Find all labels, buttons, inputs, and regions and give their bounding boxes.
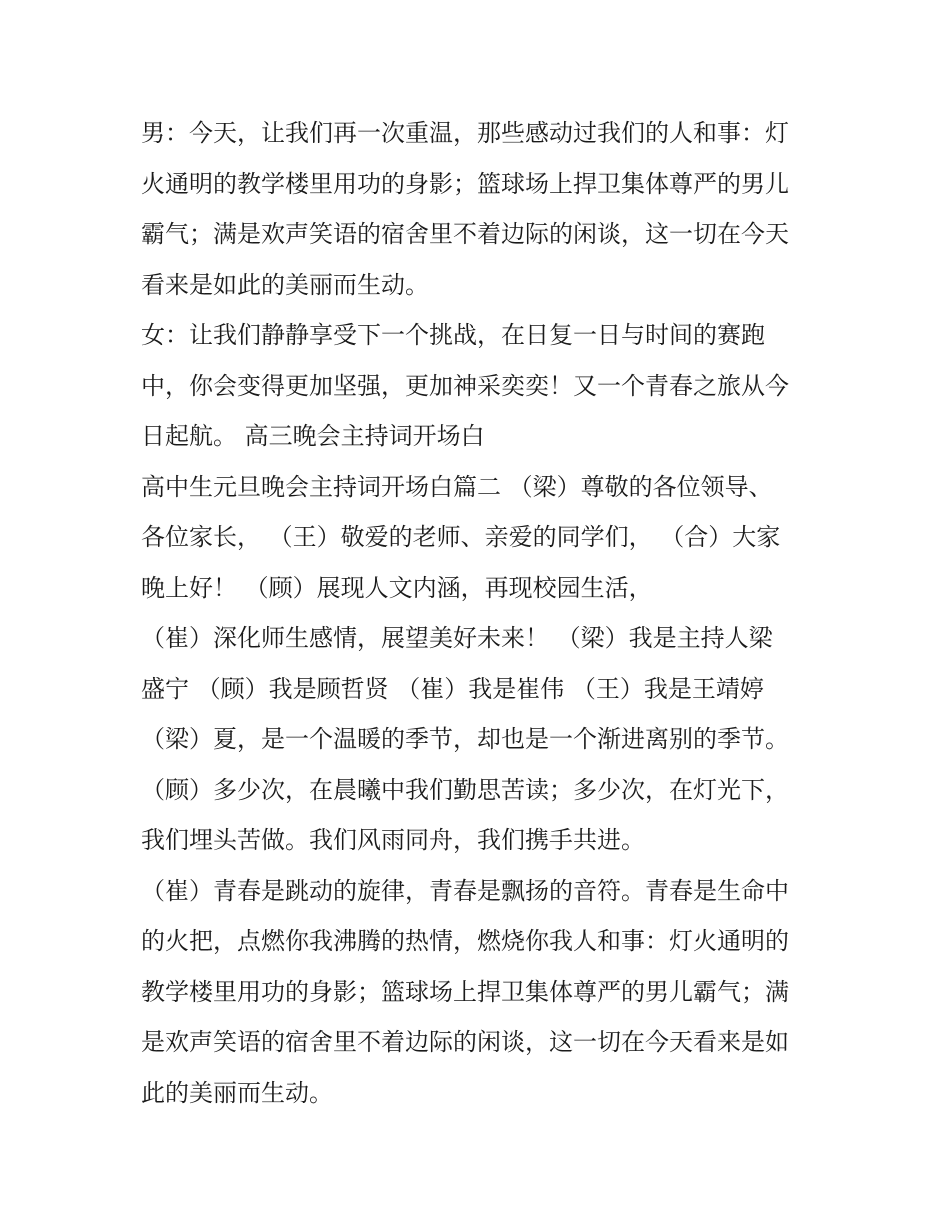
text-line: 女：让我们静静享受下一个挑战，在日复一日与时间的赛跑 [141, 321, 765, 349]
text-line: 我们埋头苦做。我们风雨同舟，我们携手共进。 [141, 826, 645, 854]
text-line: 教学楼里用功的身影；篮球场上捍卫集体尊严的男儿霸气；满 [141, 977, 789, 1006]
text-line: 男：今天，让我们再一次重温，那些感动过我们的人和事：灯 [141, 119, 789, 147]
text-line: （崔）深化师生感情，展望美好未来！ （梁）我是主持人梁 [141, 624, 773, 652]
text-line: 看来是如此的美丽而生动。 [141, 270, 429, 299]
text-line: 霸气；满是欢声笑语的宿舍里不着边际的闲谈，这一切在今天 [141, 220, 789, 248]
text-line: 各位家长， （王）敬爱的老师、亲爱的同学们， （合）大家 [141, 523, 781, 551]
document-body [141, 108, 821, 1118]
text-line: 火通明的教学楼里用功的身影；篮球场上捍卫集体尊严的男儿 [141, 169, 789, 198]
text-line: 是欢声笑语的宿舍里不着边际的闲谈，这一切在今天看来是如 [141, 1028, 789, 1056]
text-line: 的火把，点燃你我沸腾的热情，燃烧你我人和事：灯火通明的 [141, 927, 789, 955]
text-line: 中，你会变得更加坚强，更加神采奕奕！又一个青春之旅从今 [141, 371, 789, 400]
text-line: 盛宁 （顾）我是顾哲贤 （崔）我是崔伟 （王）我是王靖婷 [141, 674, 764, 703]
text-line: 日起航。 高三晚会主持词开场白 [141, 422, 485, 450]
text-line: （梁）夏，是一个温暖的季节，却也是一个渐进离别的季节。 [141, 725, 789, 753]
text-line: 此的美丽而生动。 [141, 1078, 333, 1107]
text-line: （崔）青春是跳动的旋律，青春是飘扬的音符。青春是生命中 [141, 876, 789, 905]
text-line: 高中生元旦晚会主持词开场白篇二 （梁）尊敬的各位领导、 [141, 472, 773, 501]
text-line: （顾）多少次，在晨曦中我们勤思苦读；多少次，在灯光下， [141, 775, 789, 804]
text-line: 晚上好！ （顾）展现人文内涵，再现校园生活， [141, 573, 653, 602]
